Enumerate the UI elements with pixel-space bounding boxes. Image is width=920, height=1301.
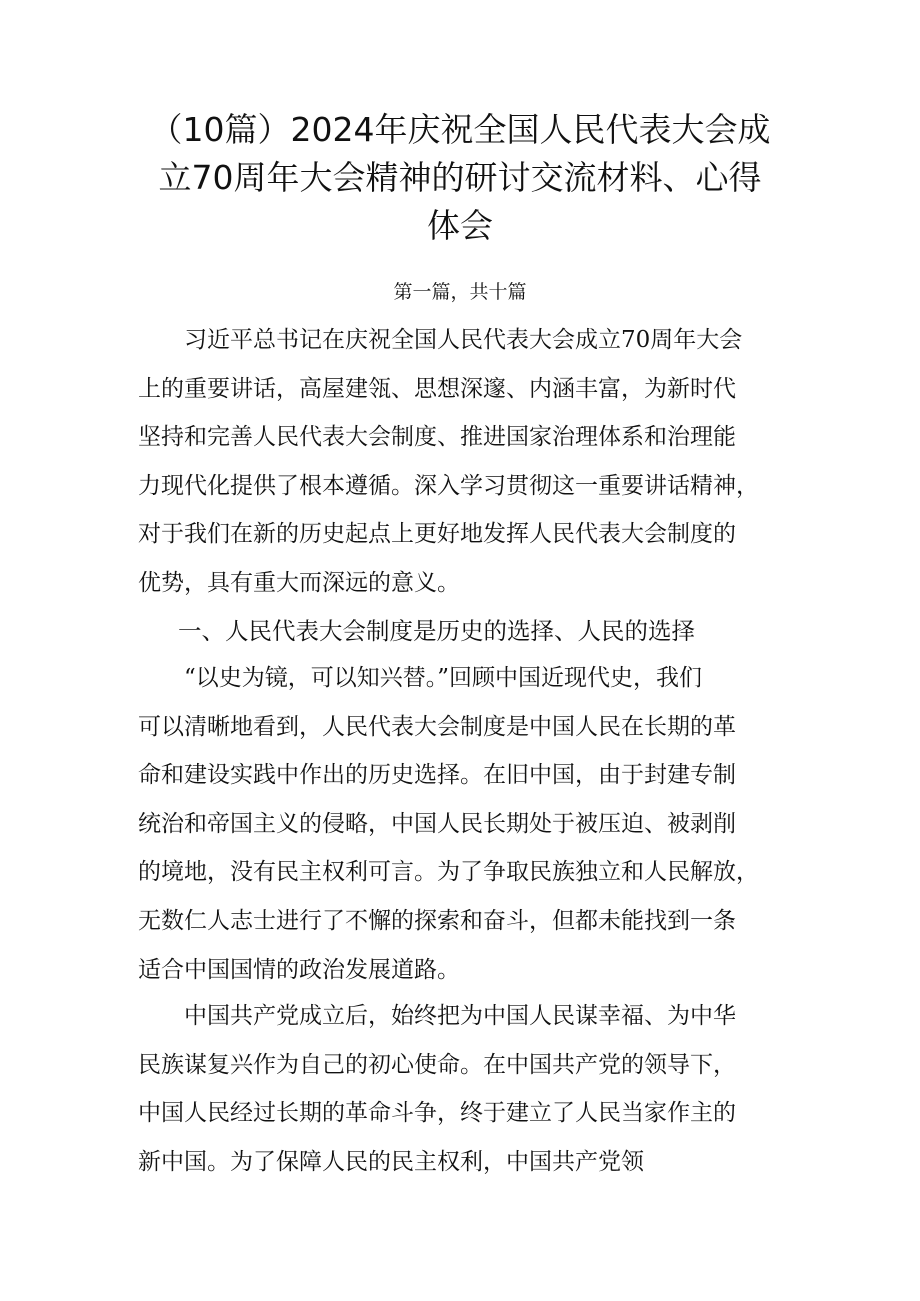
paragraph-history — [138, 654, 788, 994]
text-line: 新中国。为了保障人民的民主权利，中国共产党领 — [138, 1148, 644, 1175]
text-line: “以史为镜，可以知兴替。”回顾中国近现代史，我们 — [184, 665, 703, 691]
text-line: 力现代化提供了根本遵循。深入学习贯彻这一重要讲话精神， — [138, 472, 759, 499]
text-line: 统治和帝国主义的侵略，中国人民长期处于被压迫、被剥削 — [138, 810, 736, 837]
text-line: 中国人民经过长期的革命斗争，终于建立了人民当家作主的 — [138, 1100, 736, 1127]
text-line: 对于我们在新的历史起点上更好地发挥人民代表大会制度的 — [138, 521, 736, 548]
text-line: 命和建设实践中作出的历史选择。在旧中国，由于封建专制 — [138, 762, 736, 789]
title-line: 立70周年大会精神的研讨交流材料、心得 — [158, 158, 762, 197]
section-heading: 一、人民代表大会制度是历史的选择、人民的选择 — [178, 617, 695, 645]
text-line: 民族谋复兴作为自己的初心使命。在中国共产党的领导下， — [138, 1051, 736, 1078]
text-line: 坚持和完善人民代表大会制度、推进国家治理体系和治理能 — [138, 424, 736, 451]
text-line: 无数仁人志士进行了不懈的探索和奋斗，但都未能找到一条 — [138, 907, 736, 934]
paragraph-intro — [138, 316, 788, 608]
text-line: 习近平总书记在庆祝全国人民代表大会成立70周年大会 — [184, 327, 743, 353]
text-line: 的境地，没有民主权利可言。为了争取民族独立和人民解放， — [138, 859, 759, 886]
text-line: 可以清晰地看到，人民代表大会制度是中国人民在长期的革 — [138, 713, 736, 740]
document-title — [120, 106, 800, 250]
text-line: 优势，具有重大而深远的意义。 — [138, 569, 460, 596]
section-label: 第一篇，共十篇 — [393, 281, 527, 303]
text-line: 中国共产党成立后，始终把为中国人民谋幸福、为中华 — [184, 1003, 736, 1029]
title-line: 体会 — [427, 206, 493, 245]
title-line: （10篇）2024年庆祝全国人民代表大会成 — [149, 110, 771, 149]
text-line: 适合中国国情的政治发展道路。 — [138, 956, 460, 983]
paragraph-party — [138, 992, 788, 1186]
text-line: 上的重要讲话，高屋建瓴、思想深邃、内涵丰富，为新时代 — [138, 375, 736, 402]
